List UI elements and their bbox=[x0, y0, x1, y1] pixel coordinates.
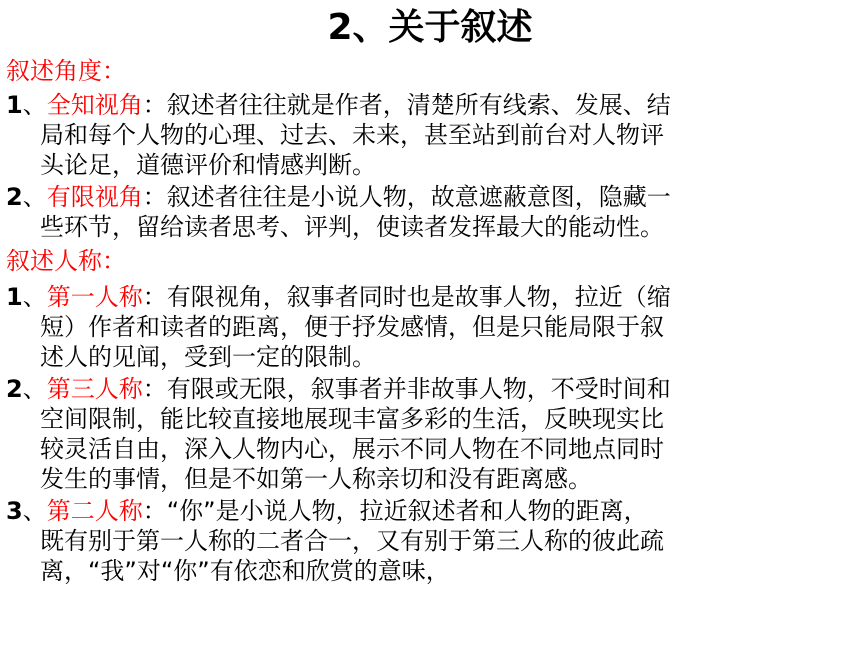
item-term: 全知视角 bbox=[46, 91, 143, 119]
item-colon: ： bbox=[142, 497, 167, 525]
item-text-line: 较灵活自由，深入人物内心，展示不同人物在不同地点同时 bbox=[40, 435, 664, 463]
item-number: 2 bbox=[6, 375, 23, 403]
item-colon: ： bbox=[142, 183, 167, 211]
section-heading-person: 叙述人称： bbox=[6, 247, 126, 275]
item-text-line: “你”是小说人物，拉近叙述者和人物的距离， bbox=[166, 497, 648, 525]
item-colon: ： bbox=[142, 283, 167, 311]
item-text-line: 离，“我”对“你”有依恋和欣赏的意味， bbox=[40, 557, 450, 585]
item-term: 有限视角 bbox=[46, 183, 143, 211]
item-separator: 、 bbox=[22, 183, 47, 211]
item-text-line: 有限或无限，叙事者并非故事人物，不受时间和 bbox=[166, 375, 671, 403]
item-text-line: 空间限制，能比较直接地展现丰富多彩的生活，反映现实比 bbox=[40, 405, 664, 433]
item-colon: ： bbox=[142, 91, 167, 119]
item-number: 2 bbox=[6, 183, 23, 211]
section-heading-perspective: 叙述角度： bbox=[6, 57, 126, 85]
item-term: 第二人称 bbox=[46, 497, 143, 525]
item-separator: 、 bbox=[22, 283, 47, 311]
item-colon: ： bbox=[142, 375, 167, 403]
item-text-line: 些环节，留给读者思考、评判，使读者发挥最大的能动性。 bbox=[40, 213, 664, 241]
list-item-limited bbox=[6, 182, 838, 242]
item-number: 3 bbox=[6, 497, 23, 525]
slide-title: 2、关于叙述 bbox=[327, 7, 533, 48]
item-term: 第一人称 bbox=[46, 283, 143, 311]
item-text-line: 既有别于第一人称的二者合一，又有别于第三人称的彼此疏 bbox=[40, 527, 664, 555]
item-number: 1 bbox=[6, 283, 23, 311]
item-separator: 、 bbox=[22, 497, 47, 525]
item-text-line: 有限视角，叙事者同时也是故事人物，拉近（缩 bbox=[166, 283, 671, 311]
item-term: 第三人称 bbox=[46, 375, 143, 403]
list-item-first-person bbox=[6, 282, 838, 372]
item-separator: 、 bbox=[22, 375, 47, 403]
item-text-line: 头论足，道德评价和情感判断。 bbox=[40, 151, 376, 179]
item-separator: 、 bbox=[22, 91, 47, 119]
item-text-line: 发生的事情，但是不如第一人称亲切和没有距离感。 bbox=[40, 465, 592, 493]
list-item-second-person bbox=[6, 496, 838, 586]
item-number: 1 bbox=[6, 91, 23, 119]
list-item-omniscient bbox=[6, 90, 838, 180]
item-text-line: 局和每个人物的心理、过去、未来，甚至站到前台对人物评 bbox=[40, 121, 664, 149]
item-text-line: 短）作者和读者的距离，便于抒发感情，但是只能局限于叙 bbox=[40, 313, 664, 341]
item-text-line: 叙述者往往就是作者，清楚所有线索、发展、结 bbox=[166, 91, 671, 119]
list-item-third-person bbox=[6, 374, 838, 494]
item-text-line: 述人的见闻，受到一定的限制。 bbox=[40, 343, 376, 371]
item-text-line: 叙述者往往是小说人物，故意遮蔽意图，隐藏一 bbox=[166, 183, 671, 211]
